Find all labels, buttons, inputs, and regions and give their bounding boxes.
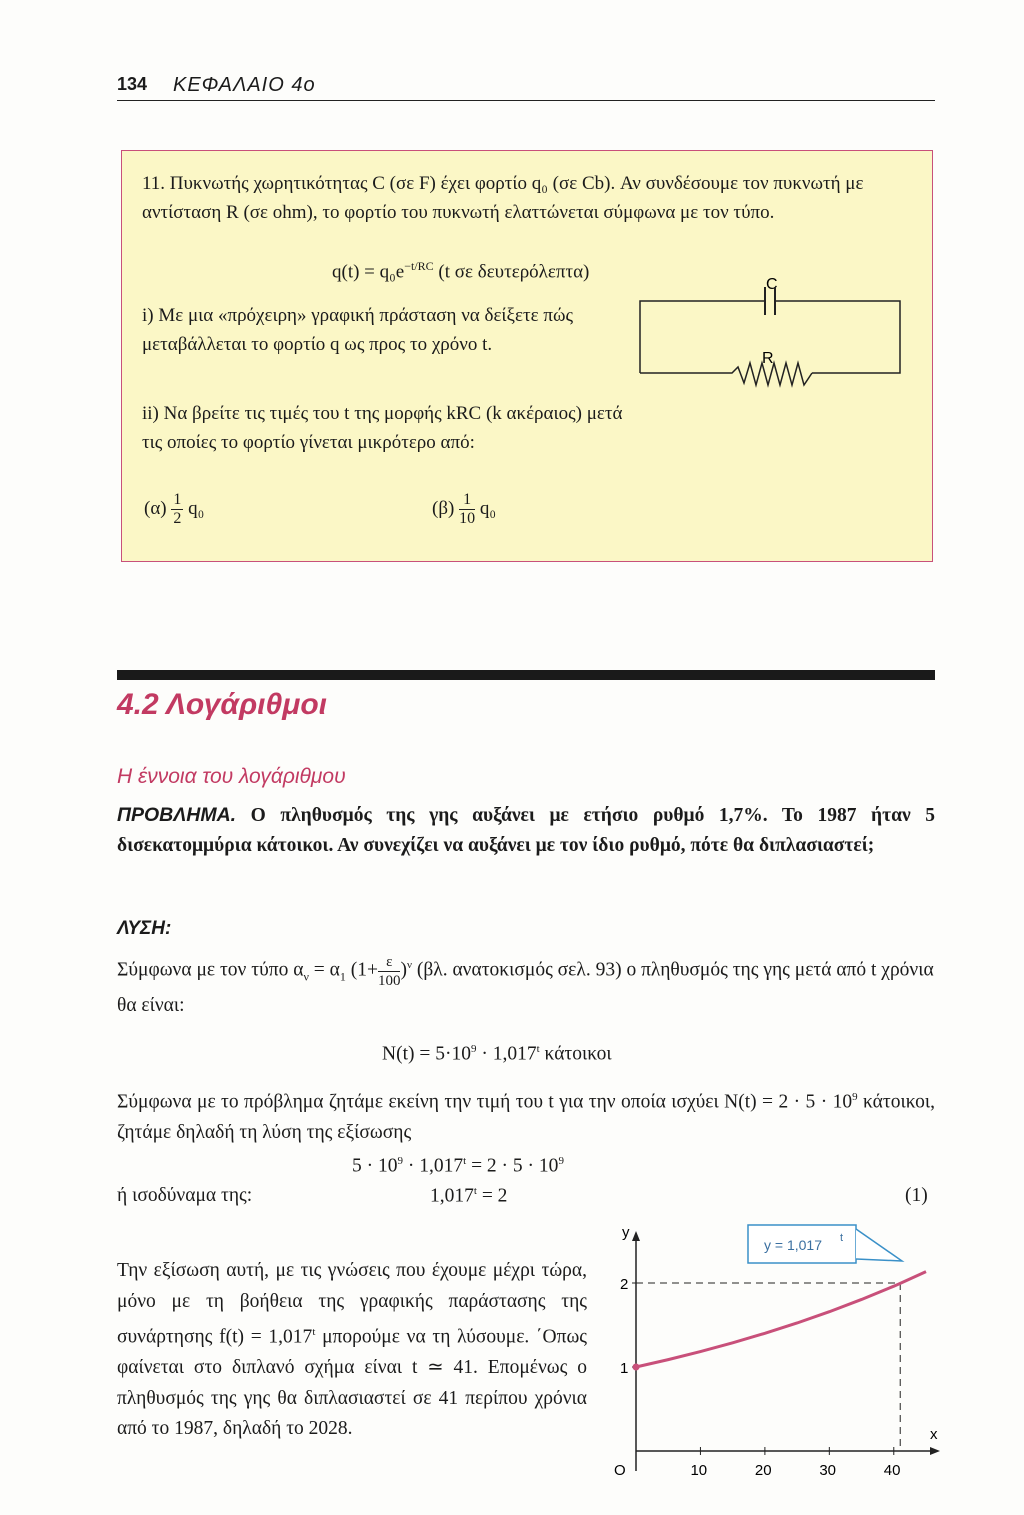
function-label-exponent: t xyxy=(840,1232,844,1244)
x-tick-label: 10 xyxy=(690,1462,708,1479)
rc-circuit-diagram xyxy=(632,271,922,431)
function-label-pointer xyxy=(856,1229,902,1261)
section-title: 4.2 Λογάριθμοι xyxy=(117,688,327,721)
equivalent-label: ή ισοδύναμα της: xyxy=(117,1185,253,1206)
option-a: (α) $\frac{1}{2}$ q₀ xyxy=(144,491,205,527)
y-axis-arrow xyxy=(632,1231,640,1241)
x-axis-label: x xyxy=(930,1426,938,1443)
chapter-title: ΚΕΦΑΛΑΙΟ 4ο xyxy=(173,74,316,96)
function-label: y = 1,017 xyxy=(764,1237,822,1253)
population-equation: $N(t) = 5\cdot 10^9 \cdot 1,017^t$ κάτοικοι xyxy=(382,1043,612,1065)
exercise-part-i: i) Με μια «πρόχειρη» γραφική πράσταση να δείξετε πώς μεταβάλλεται το φορτίο q ως προς το χρόνο t. xyxy=(142,305,573,355)
solution-paragraph-2: Σύμφωνα με το πρόβλημα ζητάμε εκείνη την τιμή του t για την οποία ισχύει $N(t) = 2 \cdot 5 \cdot 10^9$ κάτοικοι, ζητάμε δηλαδή τη λύση της εξίσωσης xyxy=(117,1091,935,1143)
option-b: (β) $\frac{1}{10}$ q₀ xyxy=(432,491,496,527)
intercept-point xyxy=(633,1364,640,1371)
equation-number: (1) xyxy=(905,1185,928,1206)
page-number: 134 xyxy=(117,74,148,94)
x-tick-label: 20 xyxy=(754,1462,772,1479)
x-tick-label: 30 xyxy=(819,1462,837,1479)
y-tick-label: 2 xyxy=(620,1276,629,1293)
solution-label: ΛΥΣΗ: xyxy=(117,918,172,939)
x-tick-label: 40 xyxy=(883,1462,901,1479)
explanation-paragraph: Την εξίσωση αυτή, με τις γνώσεις που έχουμε μέχρι τώρα, μόνο με τη βοήθεια της γραφικής παράστασης της συνάρτησης $f(t) = 1,017^t$ μπορούμε να τη λύσουμε. ΄Οπως φαίνεται στο διπλανό σχήμα είναι t ≃ 41. Επομένως ο πληθυσμός της γης θα διπλασιαστεί σε 41 περίπου χρόνια από το 1987, δηλαδή το 2028. xyxy=(117,1260,587,1439)
x-axis-arrow xyxy=(930,1447,940,1455)
problem-label: ΠΡΟΒΛΗΜΑ. xyxy=(117,804,237,826)
y-tick-label: 1 xyxy=(620,1360,629,1377)
y-axis-label: y xyxy=(622,1224,630,1241)
problem-statement: ΠΡΟΒΛΗΜΑ. Ο πληθυσμός της γης αυξάνει με ετήσιο ρυθμό 1,7%. Το 1987 ήταν 5 δισεκατομμύρια κάτοικοι. Αν συνεχίζει να αυξάνει με τον ίδιο ρυθμό, πότε θα διπλασιαστεί; xyxy=(117,804,935,856)
exercise-box xyxy=(121,150,933,562)
function-curve xyxy=(636,1272,926,1367)
solution-paragraph-1: Σύμφωνα με τον τύπο $\alpha_\nu = \alpha_1$ (1+ $\frac{\varepsilon}{100}$ )$^\nu$ (βλ. ανατοκισμός σελ. 93) ο πληθυσμός της γης μετά από t χρόνια θα είναι: xyxy=(117,953,934,1017)
exponential-chart xyxy=(596,1215,952,1495)
resistor-label: R xyxy=(762,350,774,367)
charge-formula: $q(t) = q_0e^{-t/RC}$ (t σε δευτερόλεπτα) xyxy=(332,259,590,283)
page-header xyxy=(117,74,935,101)
equation-doubling: $5 \cdot 10^9 \cdot 1,017^t = 2 \cdot 5 \cdot 10^9$ xyxy=(352,1155,564,1177)
subsection-title: Η έννοια του λογάριθμου xyxy=(117,765,346,788)
equation-1: $1,017^t = 2$ xyxy=(430,1185,508,1207)
capacitor-label: C xyxy=(766,276,778,293)
exercise-intro: 11. Πυκνωτής χωρητικότητας C (σε F) έχει φορτίο q₀ (σε Cb). Αν συνδέσουμε τον πυκνωτή με αντίσταση R (σε ohm), το φορτίο του πυκνωτή ελαττώνεται σύμφωνα με τον τύπο. xyxy=(142,173,864,223)
section-divider xyxy=(117,670,935,680)
exercise-part-ii: ii) Να βρείτε τις τιμές του t της μορφής kRC (k ακέραιος) μετά τις οποίες το φορτίο γίνεται μικρότερο από: xyxy=(142,403,623,453)
x-tick-label: O xyxy=(614,1462,626,1479)
